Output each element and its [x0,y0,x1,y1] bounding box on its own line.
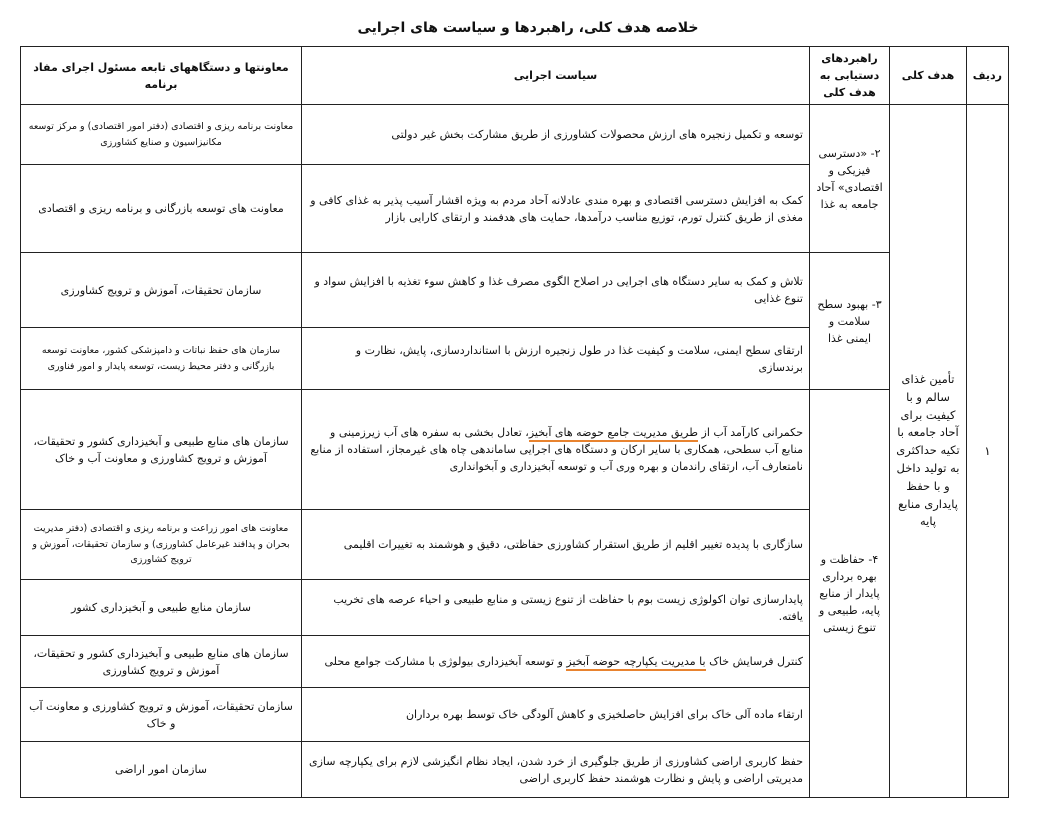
agency-cell: معاونت های توسعه بازرگانی و برنامه ریزی و اقتصادی [21,165,302,253]
policy-cell: ارتقاء ماده آلی خاک برای افزایش حاصلخیزی و کاهش آلودگی خاک توسط بهره برداران [302,688,810,742]
policy-cell: توسعه و تکمیل زنجیره های ارزش محصولات کشاورزی از طریق مشارکت بخش غیر دولتی [302,105,810,165]
agency-cell: سازمان های حفظ نباتات و دامپزشکی کشور، معاونت توسعه بازرگانی و دفتر محیط زیست، توسعه پایدار و امور فناوری [21,328,302,390]
table-row [21,390,1009,510]
policy-cell [302,390,810,510]
table-header-row [21,47,1009,105]
policy-cell: سازگاری با پدیده تغییر اقلیم از طریق استقرار کشاورزی حفاظتی، دقیق و هوشمند به تغییرات اقلیمی [302,510,810,580]
agency-cell: سازمان منابع طبیعی و آبخیزداری کشور [21,580,302,636]
header-row-number: ردیف [967,47,1009,105]
policy-cell: ارتقای سطح ایمنی، سلامت و کیفیت غذا در طول زنجیره ارزش با استانداردسازی، پایش، نظارت و برندسازی [302,328,810,390]
policy-cell: کمک به افزایش دسترسی اقتصادی و بهره مندی عادلانه آحاد مردم به ویژه اقشار آسیب پذیر به غذای کافی و مغذی از طریق کنترل تورم، توزیع مناسب درآمدها، حمایت های هدفمند و ارتقای کارایی بازار [302,165,810,253]
policy-cell: تلاش و کمک به سایر دستگاه های اجرایی در اصلاح الگوی مصرف غذا و کاهش سوء تغذیه با افزایش سواد و تنوع غذایی [302,253,810,328]
policy-text-part: و توسعه آبخیزداری بیولوژی با مشارکت جوامع محلی [324,655,567,669]
policy-cell [302,636,810,688]
table-row [21,253,1009,328]
highlighted-phrase: طریق مدیریت جامع حوضه های آبخیز [529,426,698,442]
agency-cell: سازمان تحقیقات، آموزش و ترویج کشاورزی و معاونت آب و خاک [21,688,302,742]
agency-cell: سازمان امور اراضی [21,742,302,798]
header-agencies: معاونتها و دستگاههای تابعه مسئول اجرای مفاد برنامه [21,47,302,105]
agency-cell: سازمان های منابع طبیعی و آبخیزداری کشور و تحقیقات، آموزش و ترویج کشاورزی [21,636,302,688]
document-title: خلاصه هدف کلی، راهبردها و سیاست های اجرایی [357,20,699,36]
policy-cell: پایدارسازی توان اکولوژی زیست بوم با حفاظت از تنوع زیستی و منابع طبیعی و احیاء عرصه های تخریب یافته. [302,580,810,636]
approach-2: ۲- «دسترسی فیزیکی و اقتصادی» آحاد جامعه به غذا [810,105,890,253]
highlighted-phrase: با مدیریت یکپارچه حوضه آبخیز [566,655,705,671]
approach-4: ۴- حفاظت و بهره برداری پایدار از منابع پایه، طبیعی و تنوع زیستی [810,390,890,798]
agency-cell: سازمان های منابع طبیعی و آبخیزداری کشور و تحقیقات، آموزش و ترویج کشاورزی و معاونت آب و خاک [21,390,302,510]
policy-text-part: حکمرانی کارآمد آب از [698,426,803,440]
policy-summary-table [20,46,1009,798]
policy-cell: حفظ کاربری اراضی کشاورزی از طریق جلوگیری از خرد شدن، ایجاد نظام انگیزشی لازم برای یکپارچه سازی مدیریتی اراضی و پایش و نظارت هوشمند حفظ کاربری اراضی [302,742,810,798]
approach-3: ۳- بهبود سطح سلامت و ایمنی غذا [810,253,890,390]
header-policy: سیاست اجرایی [302,47,810,105]
agency-cell: سازمان تحقیقات، آموزش و ترویج کشاورزی [21,253,302,328]
table-row [21,105,1009,165]
header-goal: هدف کلی [890,47,967,105]
overall-goal: تأمین غذای سالم و با کیفیت برای آحاد جامعه با تکیه حداکثری به تولید داخل و با حفظ پایداری منابع پایه [890,105,967,798]
policy-text-part: کنترل فرسایش خاک [705,655,803,669]
row-number: ۱ [967,105,1009,798]
policy-text-part: ، تعادل بخشی به سفره های آب زیرزمینی و منابع آب سطحی، همکاری با سایر ارکان و دستگاه های اجرایی ساماندهی چاه های غیرمجاز، استفاده از منابع نامتعارف آب، ارتقای راندمان و بهره وری آب و توسعه آبخیزداری و آبخوانداری [310,426,803,474]
agency-cell: معاونت های امور زراعت و برنامه ریزی و اقتصادی (دفتر مدیریت بحران و پدافند غیرعامل کشاورزی) و سازمان تحقیقات، آموزش و ترویج کشاورزی [21,510,302,580]
agency-cell: معاونت برنامه ریزی و اقتصادی (دفتر امور اقتصادی) و مرکز توسعه مکانیزاسیون و صنایع کشاورزی [21,105,302,165]
header-approaches: راهبردهای دستیابی به هدف کلی [810,47,890,105]
